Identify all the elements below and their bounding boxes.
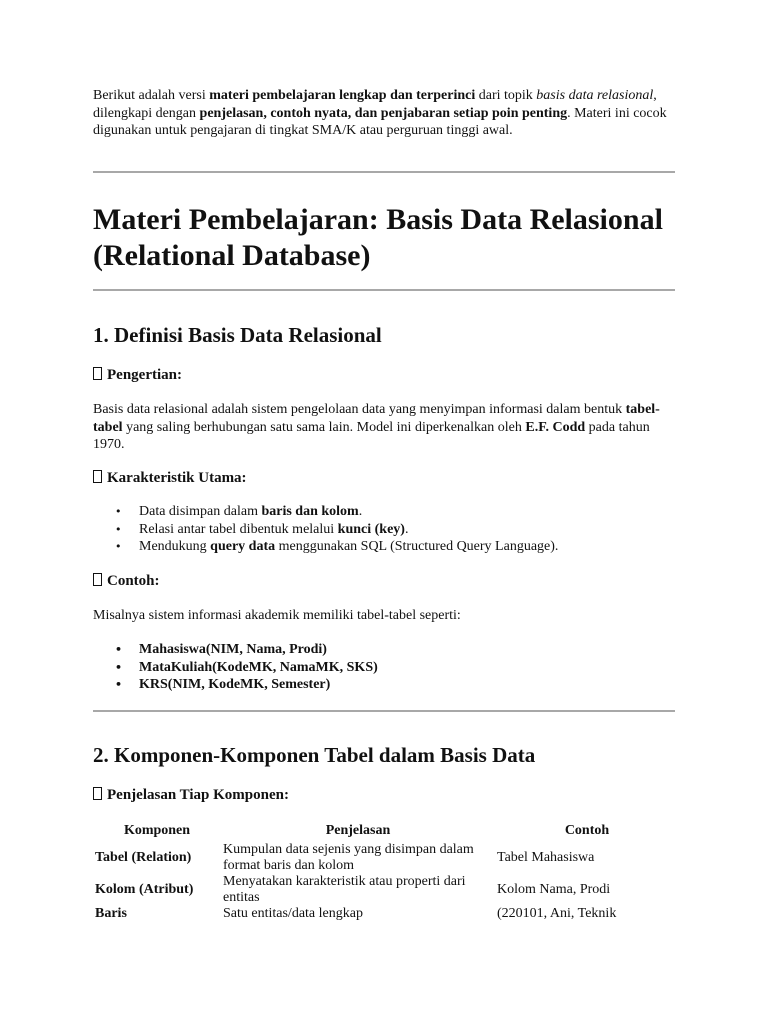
intro-bold-1: materi pembelajaran lengkap dan terperinci [209,88,476,103]
contoh-heading [93,572,160,591]
contoh-heading-label: Contoh: [107,573,160,589]
karakteristik-list [93,503,558,556]
intro-text-3: , dilengkapi dengan [93,88,657,121]
table-row [93,906,679,922]
column-header: Contoh [564,823,610,838]
list-item: • MataKuliah(KodeMK, NamaMK, SKS) [139,659,378,677]
pengertian-text-2: yang saling berhubungan satu sama lain. Model ini diperkenalkan oleh [122,419,526,435]
missing-glyph-icon [93,367,102,380]
pengertian-heading [93,366,182,385]
table-cell: (220101, Ani, Teknik [497,906,617,921]
contoh-list [93,641,378,694]
karakteristik-heading-label: Karakteristik Utama: [107,470,247,486]
komponen-table [93,820,679,922]
table-header-row [93,820,679,842]
list-item-bold: query data [210,539,276,554]
list-item-text: . [404,521,409,537]
table-cell: Kolom (Atribut) [95,882,194,897]
table-cell: Kumpulan data sejenis yang disimpan dalam format baris dan kolom [223,842,474,873]
horizontal-rule [93,171,675,173]
intro-bold-2: penjelasan, contoh nyata, dan penjabaran setiap poin penting [199,105,568,121]
penjelasan-heading [93,786,289,805]
table-cell: Baris [95,906,127,921]
list-item-text: . [358,504,363,519]
karakteristik-heading [93,469,247,488]
penjelasan-heading-label: Penjelasan Tiap Komponen: [107,787,289,803]
table-cell: Tabel Mahasiswa [497,850,595,865]
list-item-bold: kunci (key) [337,521,405,537]
pengertian-bold-2: E.F. Codd [525,419,586,435]
missing-glyph-icon [93,470,102,483]
intro-text-2: dari topik [475,88,537,103]
section-1-heading: 1. Definisi Basis Data Relasional [93,323,382,347]
list-item: • KRS(NIM, KodeMK, Semester) [139,676,378,694]
table-cell: Satu entitas/data lengkap [223,906,363,921]
list-item-text: menggunakan SQL (Structured Query Language). [275,539,559,554]
pengertian-text-1: Basis data relasional adalah sistem pengelolaan data yang menyimpan informasi dalam bentuk [93,402,626,417]
intro-text-1: Berikut adalah versi [93,88,210,103]
intro-text-4: . Materi ini cocok digunakan untuk pengajaran di tingkat SMA/K atau perguruan tinggi awal. [93,105,667,138]
page-title: Materi Pembelajaran: Basis Data Relasional (Relational Database) [93,203,663,272]
pengertian-bold-1: tabel-tabel [93,402,660,435]
missing-glyph-icon [93,573,102,586]
list-item-text: Relasi antar tabel dibentuk melalui [139,521,338,537]
column-header: Komponen [123,823,191,838]
list-item-text: Mendukung [139,539,211,554]
list-item [139,503,558,521]
table-cell: Menyatakan karakteristik atau properti dari entitas [223,874,466,905]
contoh-paragraph: Misalnya sistem informasi akademik memiliki tabel-tabel seperti: [93,608,461,623]
missing-glyph-icon [93,787,102,800]
list-item-text: Data disimpan dalam [139,504,262,519]
list-item [139,521,558,539]
list-item: • Mahasiswa(NIM, Nama, Prodi) [139,641,378,659]
pengertian-text-3: pada tahun 1970. [93,419,650,452]
table-row [93,842,679,874]
intro-italic-1: basis data relasional [536,88,654,103]
intro-paragraph [93,87,675,140]
section-2-heading: 2. Komponen-Komponen Tabel dalam Basis Data [93,743,536,767]
table-cell: Tabel (Relation) [95,850,192,865]
horizontal-rule [93,710,675,712]
table-cell: Kolom Nama, Prodi [497,882,611,897]
horizontal-rule [93,289,675,291]
column-header: Penjelasan [325,823,391,838]
list-item [139,538,558,556]
pengertian-heading-label: Pengertian: [107,367,182,383]
pengertian-paragraph [93,401,675,454]
table-row [93,874,679,906]
list-item-bold: baris dan kolom [261,504,359,519]
